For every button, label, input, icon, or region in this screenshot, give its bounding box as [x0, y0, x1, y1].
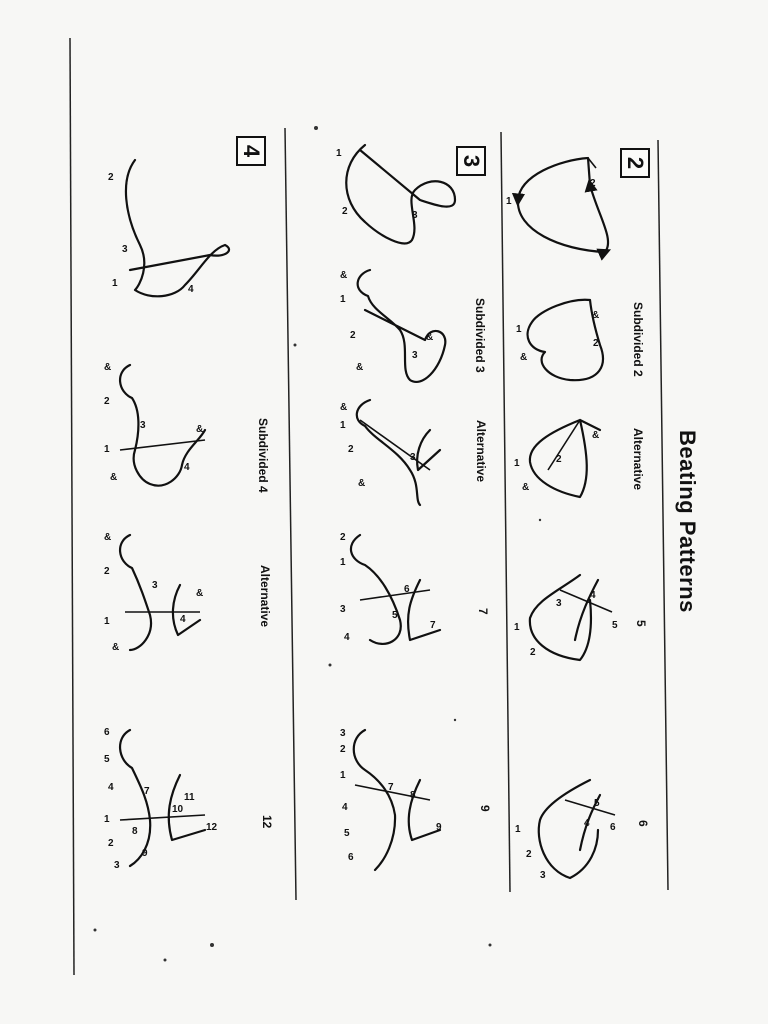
- svg-text:&: &: [592, 430, 600, 441]
- svg-text:4: 4: [590, 590, 596, 601]
- svg-text:3: 3: [140, 420, 146, 431]
- svg-text:&: &: [104, 362, 112, 373]
- svg-text:1: 1: [112, 278, 118, 289]
- svg-text:1: 1: [104, 616, 110, 627]
- svg-text:2: 2: [590, 178, 596, 189]
- svg-text:1: 1: [506, 196, 512, 207]
- svg-text:7: 7: [144, 786, 150, 797]
- pattern-alternative-2: [514, 420, 600, 497]
- svg-text:4: 4: [342, 802, 348, 813]
- label-6: 6: [636, 820, 650, 827]
- svg-text:1: 1: [516, 324, 522, 335]
- svg-text:6: 6: [610, 822, 616, 833]
- svg-text:2: 2: [104, 566, 110, 577]
- svg-text:3: 3: [122, 244, 128, 255]
- svg-text:1: 1: [340, 557, 346, 568]
- pattern-alternative-3: [340, 400, 440, 505]
- pattern-4: [108, 160, 229, 296]
- svg-text:7: 7: [388, 782, 394, 793]
- label-5: 5: [634, 620, 648, 627]
- svg-text:12: 12: [206, 822, 218, 833]
- svg-text:2: 2: [556, 454, 562, 465]
- label-7: 7: [476, 608, 490, 615]
- svg-text:1: 1: [514, 458, 520, 469]
- svg-text:&: &: [520, 352, 528, 363]
- svg-text:&: &: [426, 332, 434, 343]
- svg-text:2: 2: [350, 330, 356, 341]
- svg-text:2: 2: [108, 172, 114, 183]
- svg-text:4: 4: [344, 632, 350, 643]
- svg-text:&: &: [522, 482, 530, 493]
- label-12: 12: [260, 815, 274, 829]
- svg-text:2: 2: [108, 838, 114, 849]
- label-subdivided-3: Subdivided 3: [473, 298, 487, 373]
- svg-text:11: 11: [184, 792, 195, 803]
- pattern-alternative-4: [104, 532, 203, 653]
- label-alternative-4: Alternative: [258, 565, 272, 628]
- pattern-subdivided-4: [104, 362, 205, 486]
- pattern-5: [514, 575, 618, 660]
- pattern-subdivided-3: [340, 270, 445, 382]
- svg-text:&: &: [340, 402, 348, 413]
- svg-text:&: &: [340, 270, 348, 281]
- svg-text:&: &: [104, 532, 112, 543]
- section-box-3: 3: [456, 146, 486, 176]
- svg-text:1: 1: [340, 294, 346, 305]
- svg-text:8: 8: [132, 826, 138, 837]
- pattern-6: [515, 780, 616, 881]
- svg-text:&: &: [592, 310, 600, 321]
- svg-text:2: 2: [342, 206, 348, 217]
- pattern-2: [506, 158, 608, 252]
- svg-text:3: 3: [540, 870, 546, 881]
- svg-text:5: 5: [104, 754, 110, 765]
- svg-text:5: 5: [344, 828, 350, 839]
- svg-text:3: 3: [340, 604, 346, 615]
- svg-text:&: &: [112, 642, 120, 653]
- svg-text:6: 6: [348, 852, 354, 863]
- svg-text:2: 2: [340, 744, 346, 755]
- svg-text:3: 3: [152, 580, 158, 591]
- svg-text:&: &: [358, 478, 366, 489]
- svg-text:3: 3: [114, 860, 120, 871]
- svg-text:5: 5: [392, 610, 398, 621]
- svg-text:4: 4: [180, 614, 186, 625]
- pattern-7: [340, 532, 440, 644]
- svg-text:1: 1: [515, 824, 521, 835]
- svg-text:2: 2: [593, 338, 599, 349]
- svg-text:8: 8: [410, 790, 416, 801]
- page-title: Beating Patterns: [675, 430, 700, 613]
- svg-text:6: 6: [404, 584, 410, 595]
- label-9: 9: [478, 805, 492, 812]
- svg-text:3: 3: [412, 350, 418, 361]
- svg-text:5: 5: [612, 620, 618, 631]
- svg-text:1: 1: [336, 148, 342, 159]
- svg-text:1: 1: [104, 814, 110, 825]
- svg-text:2: 2: [530, 647, 536, 658]
- svg-text:2: 2: [104, 396, 110, 407]
- svg-text:1: 1: [514, 622, 520, 633]
- svg-text:&: &: [356, 362, 364, 373]
- svg-text:&: &: [196, 424, 204, 435]
- svg-text:&: &: [196, 588, 204, 599]
- svg-text:5: 5: [594, 798, 600, 809]
- svg-text:2: 2: [526, 849, 532, 860]
- svg-text:1: 1: [104, 444, 110, 455]
- pattern-subdivided-2: [516, 300, 603, 380]
- svg-text:4: 4: [584, 818, 590, 829]
- svg-text:2: 2: [348, 444, 354, 455]
- pattern-3: [336, 145, 455, 243]
- label-subdivided-4: Subdivided 4: [256, 418, 270, 493]
- label-subdivided-2: Subdivided 2: [631, 302, 645, 377]
- section-box-4: 4: [236, 136, 266, 166]
- svg-text:4: 4: [108, 782, 114, 793]
- section-box-2: 2: [620, 148, 650, 178]
- svg-text:7: 7: [430, 620, 436, 631]
- svg-text:3: 3: [410, 452, 416, 463]
- pattern-12: [104, 727, 218, 871]
- svg-text:4: 4: [188, 284, 194, 295]
- svg-text:1: 1: [340, 420, 346, 431]
- svg-text:10: 10: [172, 804, 184, 815]
- svg-text:3: 3: [412, 210, 418, 221]
- svg-text:6: 6: [104, 727, 110, 738]
- pattern-9: [340, 728, 442, 870]
- label-alternative-3: Alternative: [474, 420, 488, 483]
- svg-text:3: 3: [556, 598, 562, 609]
- svg-text:1: 1: [340, 770, 346, 781]
- svg-text:4: 4: [184, 462, 190, 473]
- svg-text:9: 9: [436, 822, 442, 833]
- svg-text:2: 2: [340, 532, 346, 543]
- svg-text:9: 9: [142, 848, 148, 859]
- svg-text:3: 3: [340, 728, 346, 739]
- label-alternative-2: Alternative: [631, 428, 645, 491]
- svg-text:&: &: [110, 472, 118, 483]
